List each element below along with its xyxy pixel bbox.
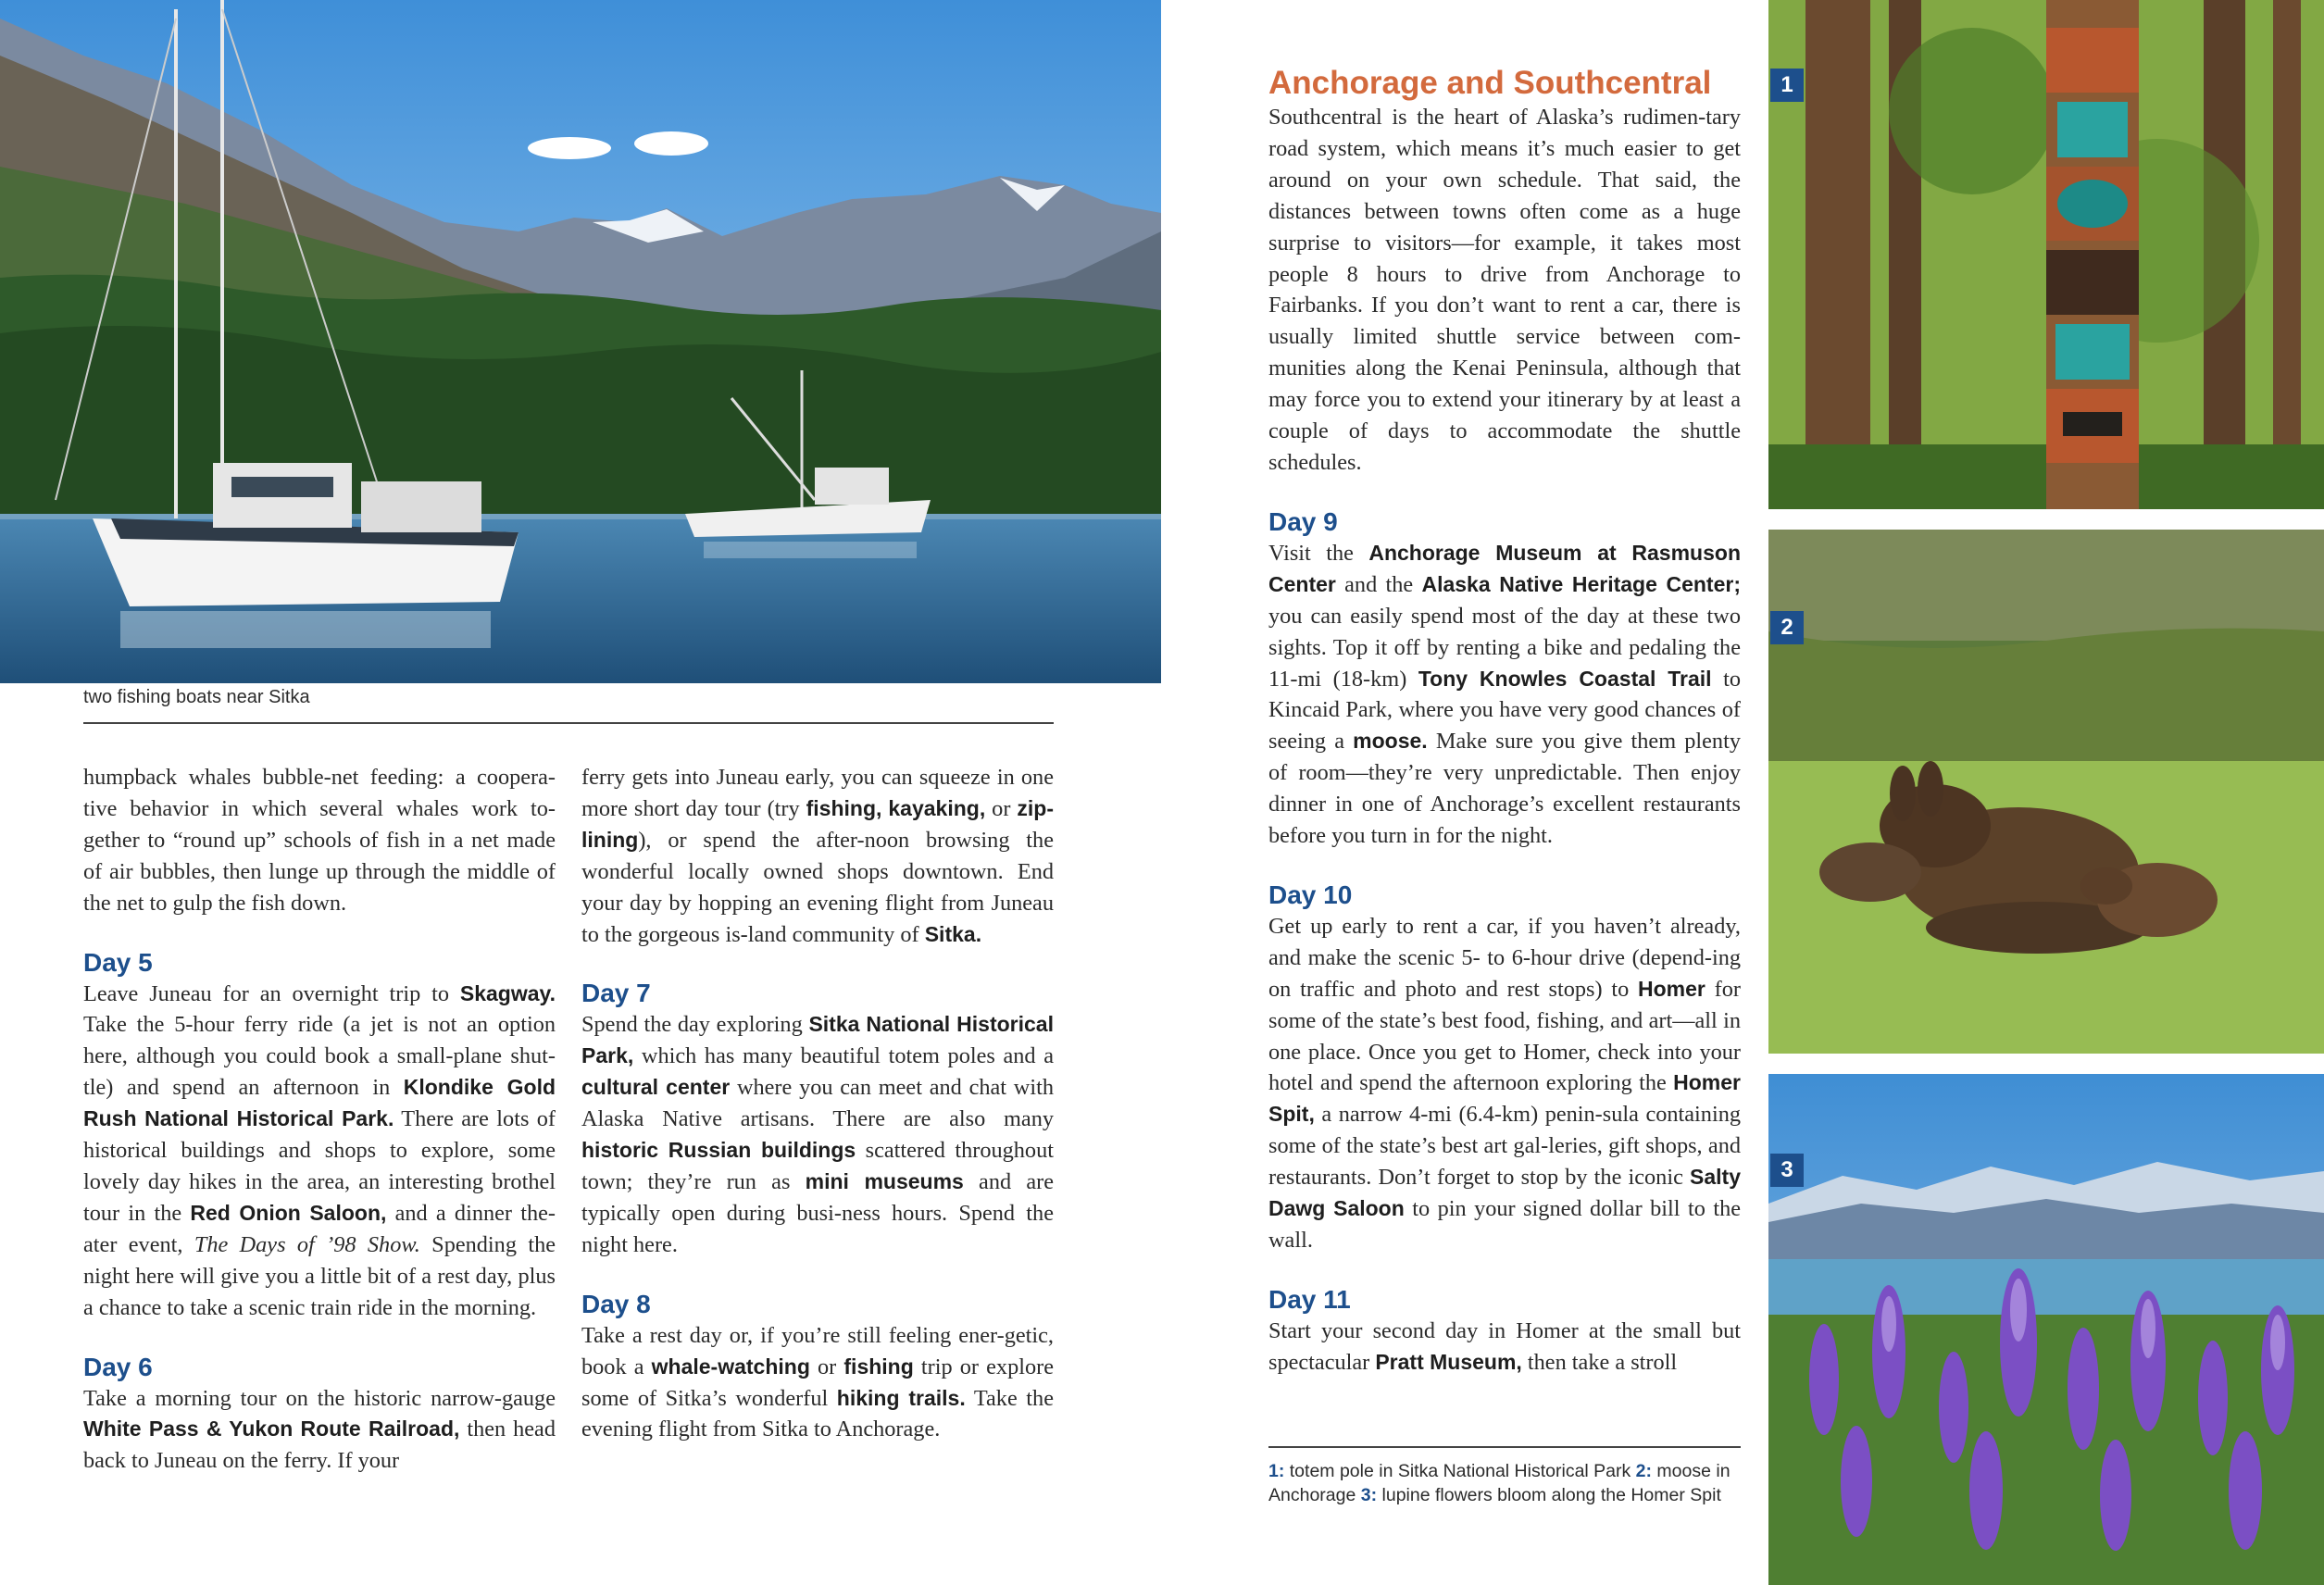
section-title: Anchorage and Southcentral [1268,65,1712,101]
day-11-heading: Day 11 [1268,1284,1351,1314]
totem-pole-photo [1768,0,2324,509]
caption-divider [83,722,1054,724]
day-8-heading: Day 8 [581,1289,651,1318]
photo-number-badge-1: 1 [1770,69,1804,102]
day-11-text: Start your second day in Homer at the small but spectacular Pratt Museum, then take a stroll [1268,1317,1741,1375]
day-7-text: Spend the day exploring Sitka National Historical Park, which has many beautiful totem poles and a cultural center where you can meet and chat with Alaska Native artisans. There are also many historic Russian buildings scattered throughout town; they’re run as mini museums and are typically open during busi-ness hours. Spend the night here. [581,1012,1054,1257]
day-6-continued-text: ferry gets into Juneau early, you can squeeze in one more short day tour (try fishing, kayaking, or zip-lining), or spend the after-noon browsing the wonderful locally owned shops downtown. End your day by hopping an evening flight from Juneau to the gorgeous is-land community of Sitka. [581,765,1054,947]
day-9-heading: Day 9 [1268,506,1338,536]
photo-number-badge-2: 2 [1770,611,1804,644]
day-5-text: Leave Juneau for an overnight trip to Skagway. Take the 5-hour ferry ride (a jet is not an option here, although you could book a small-plane shut-tle) and spend an afternoon in Klondike Gold Rush National Historical Park. There are lots of historical buildings and shops to explore, some lovely day hikes in the area, an interesting brothel tour in the Red Onion Saloon, and a dinner the-ater event, The Days of ’98 Show. Spending the night here will give you a little bit of a rest day, plus a chance to take a scenic train ride in the morning. [83,980,556,1320]
left-column-1 [83,762,556,1477]
intro-paragraph: humpback whales bubble-net feeding: a coopera-tive behavior in which several whales work to-gether to “round up” schools of fish in a net made of air bubbles, then lunge up through the middle of the net to gulp the fish down. [83,765,556,916]
lupine-photo [1768,1074,2324,1585]
day-10-text: Get up early to rent a car, if you haven’t already, and make the scenic 5- to 6-hour drive (depend-ing on traffic and photo and rest stops) to Homer for some of the state’s best food, fishing, and art—all in one place. Once you get to Homer, check into your hotel and spend the afternoon exploring the Homer Spit, a narrow 4-mi (6.4-km) penin-sula containing some of the state’s best art gal-leries, gift shops, and restaurants. Don’t forget to stop by the iconic Salty Dawg Saloon to pin your signed dollar bill to the wall. [1268,913,1742,1253]
day-6-heading: Day 6 [83,1352,153,1381]
day-8-text: Take a rest day or, if you’re still feeling ener-getic, book a whale-watching or fishing trip or explore some of Sitka’s wonderful hiking trails. Take the evening flight from Sitka to Anchorage. [581,1322,1054,1442]
photos-caption: 1: totem pole in Sitka National Historical Park 2: moose in Anchorage 3: lupine flowers bloom along the Homer Spit [1268,1461,1731,1505]
right-column [1268,65,1741,1379]
moose-photo [1768,530,2324,1054]
fishing-boats-photo [0,0,1161,683]
boats-photo-caption: two fishing boats near Sitka [83,687,310,707]
day-7-heading: Day 7 [581,979,651,1008]
day-10-heading: Day 10 [1268,880,1353,909]
photo-caption-divider [1268,1446,1741,1448]
photo-number-badge-3: 3 [1770,1154,1804,1187]
left-column-2 [581,762,1054,1445]
day-9-text: Visit the Anchorage Museum at Rasmuson Center and the Alaska Native Heritage Center; you can easily spend most of the day at these two sights. Top it off by renting a bike and pedaling the 11-mi (18-km) Tony Knowles Coastal Trail to Kincaid Park, where you have very good chances of seeing a moose. Make sure you give them plenty of room—they’re very unpredictable. Then enjoy dinner in one of Anchorage’s excellent restaurants before you turn in for the night. [1268,540,1741,849]
day-5-heading: Day 5 [83,947,153,977]
day-6-text: Take a morning tour on the historic narrow-gauge White Pass & Yukon Route Railroad, then head back to Juneau on the ferry. If your [83,1385,556,1474]
section-intro: Southcentral is the heart of Alaska’s rudimen-tary road system, which means it’s much easier to get around on your own schedule. That said, the distances between towns often come as a huge surprise to visitors—for example, it takes most people 8 hours to drive from Anchorage to Fairbanks. If you don’t want to rent a car, there is usually limited shuttle service between com-munities along the Kenai Peninsula, although that may force you to extend your itinerary by at least a couple of days to accommodate the shuttle schedules. [1268,105,1741,475]
